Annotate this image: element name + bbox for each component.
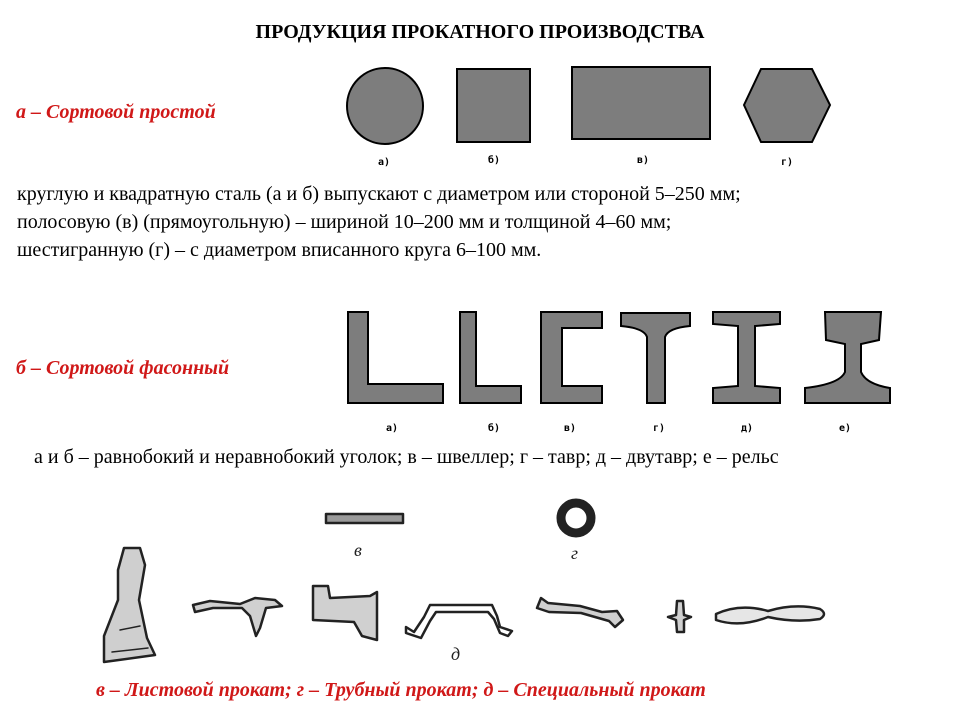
section-a-line-2: полосовую (в) (прямоугольную) – шириной 10–200 мм и толщиной 4–60 мм; [17,211,672,233]
rail-shape [805,312,890,403]
section-b-heading: б – Сортовой фасонный [16,357,230,379]
tee-shape [621,313,690,403]
special-profile-bracket [313,586,377,640]
label-a-hex: г) [781,157,794,168]
round-bar-shape [347,68,423,144]
label-b-rail: е) [839,423,852,434]
special-profile-lever [537,598,623,627]
i-beam-shape [713,312,780,403]
special-profile-spindle [716,606,824,623]
label-a-square: б) [488,155,501,166]
flat-bar-shape [572,67,710,139]
label-a-flat: в) [637,155,650,166]
hand-label-pipe: г [571,543,579,563]
section-b-caption: а и б – равнобокий и неравнобокий уголок; в – швеллер; г – тавр; д – двутавр; е – рельс [34,446,779,468]
label-b-i-beam: д) [741,423,754,434]
channel-shape [541,312,602,403]
equal-angle-shape [348,312,443,403]
section-a-line-3: шестигранную (г) – с диаметром вписанного круга 6–100 мм. [17,239,542,261]
section-a-heading: а – Сортовой простой [16,101,216,123]
section-c-caption: в – Листовой прокат; г – Трубный прокат; д – Специальный прокат [96,679,706,701]
label-b-tee: г) [653,423,666,434]
page-title: ПРОДУКЦИЯ ПРОКАТНОГО ПРОИЗВОДСТВА [255,21,705,43]
special-profile-corrugated [406,605,512,638]
sheet-profile-sketch [326,514,403,523]
special-profile-cross [668,601,691,632]
special-profile-rail [104,548,155,662]
label-b-equal-angle: а) [386,423,399,434]
special-profile-flange [193,598,282,636]
square-bar-shape [457,69,530,142]
hexagon-bar-shape [744,69,830,142]
label-b-unequal-angle: б) [488,423,501,434]
label-b-channel: в) [564,423,577,434]
hand-label-special: д [451,644,461,664]
section-a-line-1: круглую и квадратную сталь (а и б) выпускают с диаметром или стороной 5–250 мм; [17,183,741,205]
unequal-angle-shape [460,312,521,403]
label-a-round: а) [378,157,391,168]
hand-label-sheet: в [354,540,362,560]
pipe-profile-sketch [561,503,591,533]
